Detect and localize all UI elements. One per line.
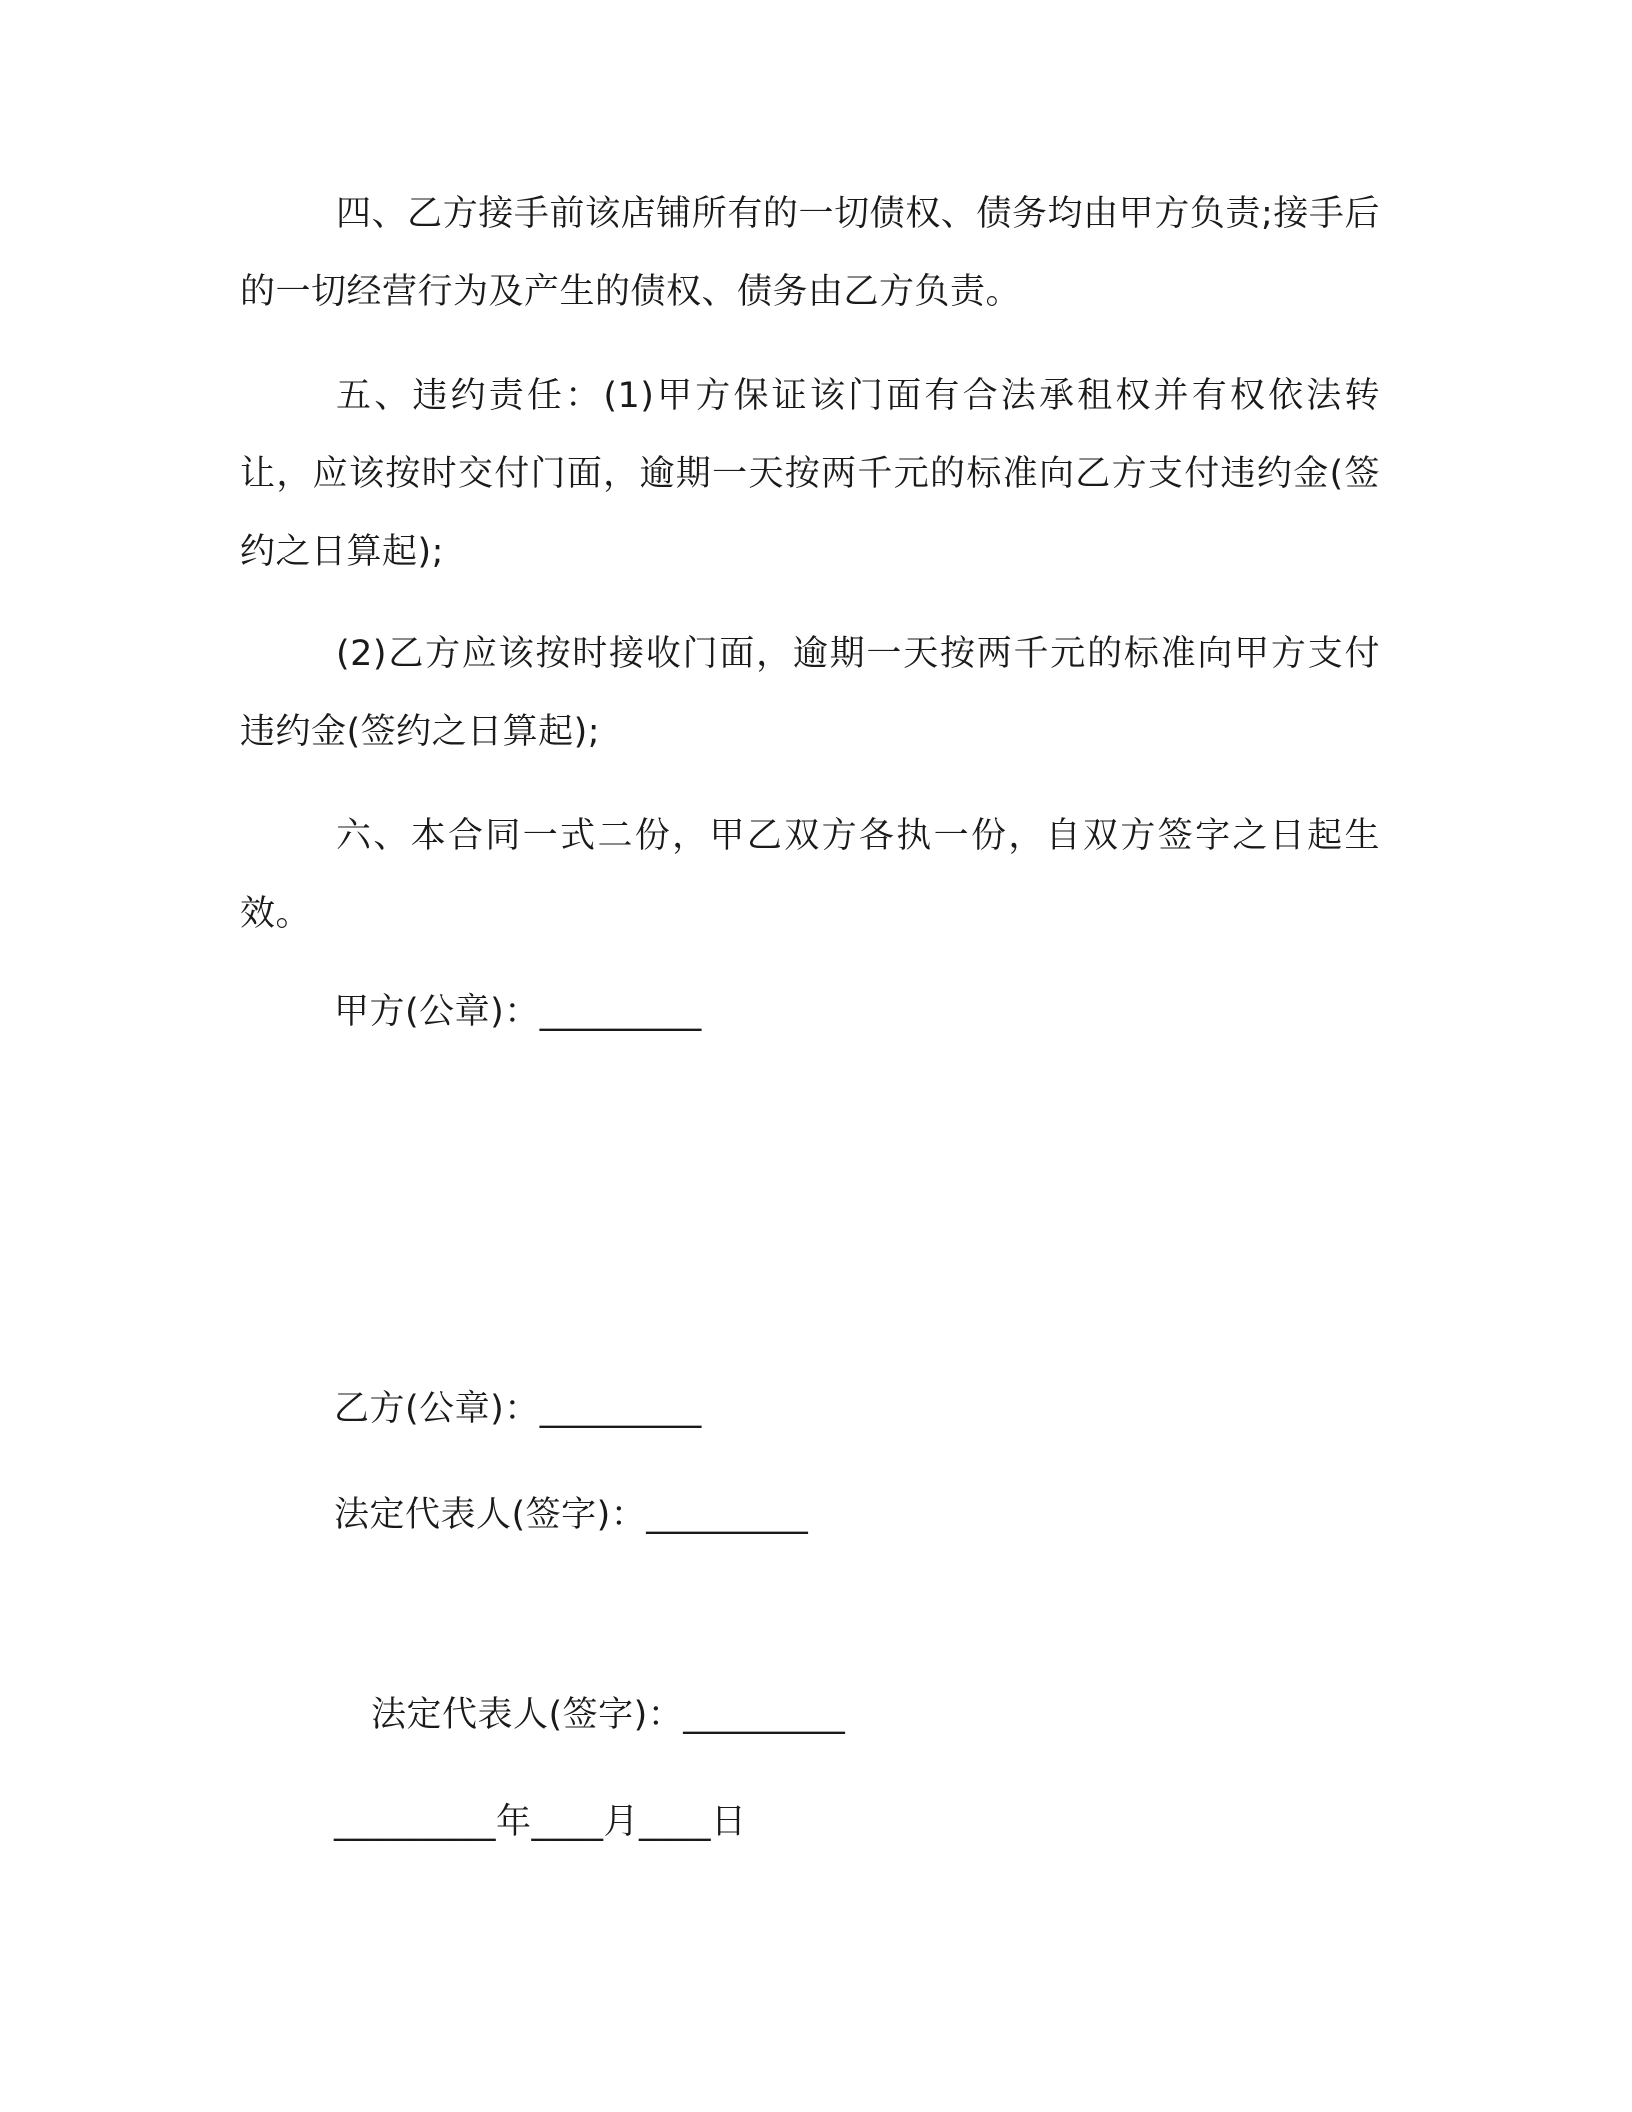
- legal-representative-signature-line-second: 法定代表人(签字)：_________: [371, 1695, 846, 1735]
- clause-five: 五、违约责任：(1)甲方保证该门面有合法承租权并有权依法转让，应该按时交付门面，逾期一天按两千元的标准向乙方支付违约金(签约之日算起);: [240, 376, 1380, 572]
- party-a-seal-line: 甲方(公章)：_________: [334, 992, 702, 1032]
- party-b-seal-line: 乙方(公章)：_________: [334, 1389, 702, 1429]
- clause-five-part-two: (2)乙方应该按时接收门面，逾期一天按两千元的标准向甲方支付违约金(签约之日算起);: [240, 634, 1380, 752]
- date-line: _________年____月____日: [334, 1802, 747, 1842]
- clause-four: 四、乙方接手前该店铺所有的一切债权、债务均由甲方负责;接手后的一切经营行为及产生的债权、债务由乙方负责。: [240, 194, 1380, 312]
- clause-six: 六、本合同一式二份，甲乙双方各执一份，自双方签字之日起生效。: [240, 816, 1380, 934]
- legal-representative-signature-line: 法定代表人(签字)：_________: [334, 1495, 809, 1535]
